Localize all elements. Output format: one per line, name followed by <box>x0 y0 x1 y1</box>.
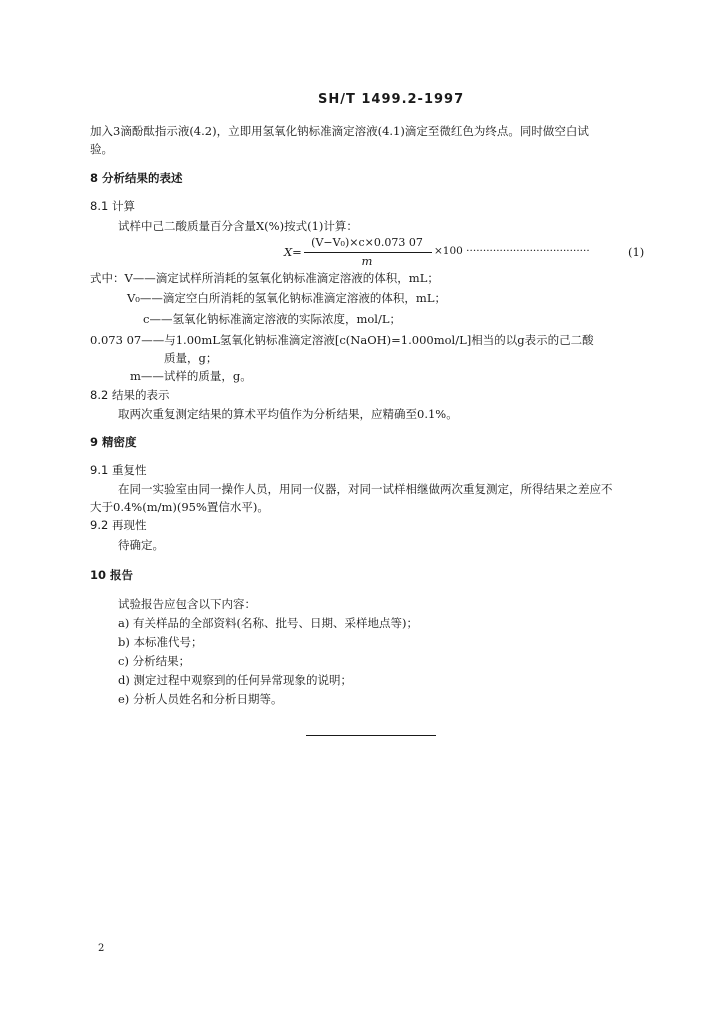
where-text: 滴定空白所消耗的氢氧化钠标准滴定溶液的体积，mL； <box>162 291 446 305</box>
where-item-constant-cont: 质量，g； <box>164 351 218 365</box>
where-item-m <box>130 368 252 384</box>
section-9-1-heading: 9.1 重复性 <box>90 463 147 477</box>
intro-line-2: 验。 <box>90 142 113 156</box>
section-8-heading: 8 分析结果的表述 <box>90 171 183 185</box>
where-item-v0 <box>127 290 446 306</box>
where-text: 氢氧化钠标准滴定溶液的实际浓度，mol/L； <box>172 312 401 326</box>
section-8-1-intro: 试样中己二酸质量百分含量X(%)按式(1)计算： <box>118 219 358 233</box>
where-symbol: c—— <box>143 312 173 326</box>
report-item-a: a) 有关样品的全部资料(名称、批号、日期、采样地点等)； <box>118 616 418 630</box>
where-text: 滴定试样所消耗的氢氧化钠标准滴定溶液的体积，mL； <box>155 271 439 285</box>
section-9-1-line-2: 大于0.4%(m/m)(95%置信水平)。 <box>90 500 269 514</box>
where-symbol: m—— <box>130 369 164 383</box>
section-9-heading: 9 精密度 <box>90 435 137 449</box>
page-number: 2 <box>98 943 105 954</box>
where-text: 与1.00mL氢氧化钠标准滴定溶液[c(NaOH)=1.000mol/L]相当的以g表示的己二酸 <box>164 333 594 347</box>
formula-numerator: (V−V₀)×c×0.073 07 <box>311 236 423 249</box>
section-8-2-text: 取两次重复测定结果的算术平均值作为分析结果，应精确至0.1%。 <box>118 407 458 421</box>
report-item-c: c) 分析结果； <box>118 654 191 668</box>
report-item-e: e) 分析人员姓名和分析日期等。 <box>118 692 283 706</box>
formula-fraction-bar <box>304 252 432 253</box>
where-symbol: V₀—— <box>127 291 163 305</box>
where-item-v <box>90 270 439 286</box>
section-8-2-heading: 8.2 结果的表示 <box>90 388 170 402</box>
report-item-b: b) 本标准代号； <box>118 635 203 649</box>
formula-denominator: m <box>361 254 373 268</box>
where-symbol: 式中：V—— <box>90 271 156 285</box>
section-9-2-heading: 9.2 再现性 <box>90 518 147 532</box>
standard-code-header: SH/T 1499.2-1997 <box>318 92 465 107</box>
formula-lhs: X= <box>284 245 302 259</box>
section-8-1-heading: 8.1 计算 <box>90 199 135 213</box>
where-item-c <box>143 311 401 327</box>
where-symbol: 0.073 07—— <box>90 333 165 347</box>
section-9-1-line-1: 在同一实验室由同一操作人员，用同一仪器，对同一试样相继做两次重复测定，所得结果之差应不 <box>118 482 613 496</box>
formula-number: (1) <box>628 245 645 259</box>
section-9-2-text: 待确定。 <box>118 538 164 552</box>
formula-tail: ×100 ····································· <box>434 245 590 257</box>
where-item-constant <box>90 332 594 348</box>
end-of-document-rule <box>306 735 436 736</box>
section-10-intro: 试验报告应包含以下内容： <box>118 597 256 611</box>
report-item-d: d) 测定过程中观察到的任何异常现象的说明； <box>118 673 353 687</box>
intro-line-1: 加入3滴酚酞指示液(4.2)，立即用氢氧化钠标准滴定溶液(4.1)滴定至微红色为终点。同时做空白试 <box>90 124 589 138</box>
section-10-heading: 10 报告 <box>90 568 134 582</box>
where-text: 试样的质量，g。 <box>163 369 252 383</box>
